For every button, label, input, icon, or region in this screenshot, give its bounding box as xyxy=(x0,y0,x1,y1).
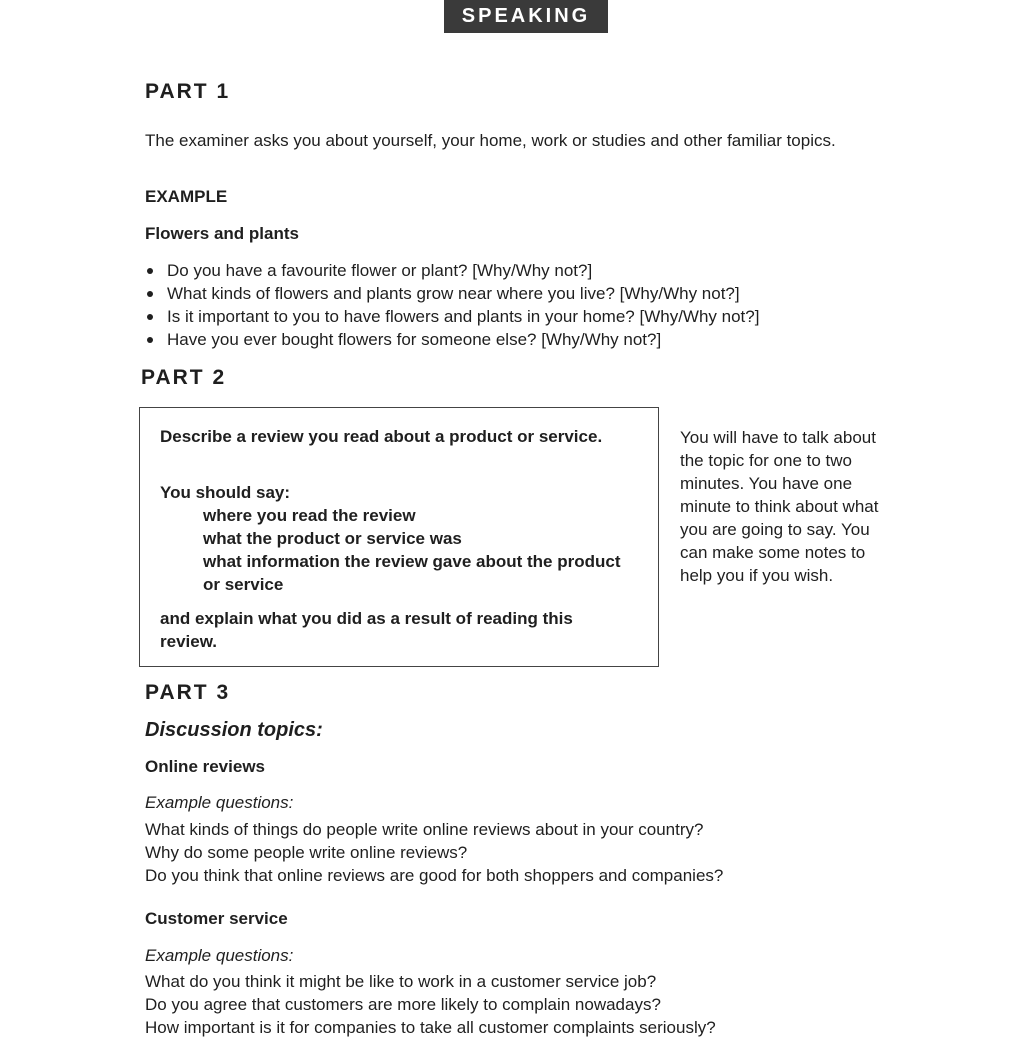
list-item: Do you think that online reviews are good for both shoppers and companies? xyxy=(145,866,724,885)
list-item: Is it important to you to have flowers and plants in your home? [Why/Why not?] xyxy=(145,305,759,328)
list-item: What kinds of flowers and plants grow near where you live? [Why/Why not?] xyxy=(145,282,759,305)
part-2-heading: PART 2 xyxy=(141,366,227,389)
part-1-topic: Flowers and plants xyxy=(145,224,299,243)
list-item: Do you agree that customers are more likely to complain nowadays? xyxy=(145,995,661,1014)
cue-card-title: Describe a review you read about a product or service. xyxy=(160,427,603,446)
online-reviews-questions xyxy=(145,818,723,887)
part-2-instructions: You will have to talk about the topic for one to two minutes. You have one minute to think about what you are going to say. You can make some notes to help you if you wish. xyxy=(680,428,879,585)
cue-card-explain: and explain what you did as a result of reading this review. xyxy=(160,609,573,651)
part-1-intro: The examiner asks you about yourself, your home, work or studies and other familiar topics. xyxy=(145,131,836,150)
part-1-heading: PART 1 xyxy=(145,80,231,103)
example-label: EXAMPLE xyxy=(145,187,228,206)
cue-card-say-label: You should say: xyxy=(160,483,291,502)
cue-point: what information the review gave about the product or service xyxy=(203,552,621,594)
list-item: Why do some people write online reviews? xyxy=(145,843,468,862)
customer-service-questions xyxy=(145,970,716,1039)
part-1-question-list xyxy=(145,259,759,351)
list-item: What do you think it might be like to work in a customer service job? xyxy=(145,972,657,991)
cue-point: where you read the review xyxy=(203,506,416,525)
cue-card xyxy=(139,407,659,667)
list-item: Have you ever bought flowers for someone else? [Why/Why not?] xyxy=(145,328,759,351)
list-item: What kinds of things do people write online reviews about in your country? xyxy=(145,820,704,839)
section-header-speaking: SPEAKING xyxy=(444,0,608,33)
discussion-topics-label: Discussion topics: xyxy=(145,719,323,741)
cue-point: what the product or service was xyxy=(203,529,462,548)
example-questions-label: Example questions: xyxy=(145,793,294,812)
example-questions-label: Example questions: xyxy=(145,946,294,965)
list-item: Do you have a favourite flower or plant? [Why/Why not?] xyxy=(145,259,759,282)
topic-title-customer-service: Customer service xyxy=(145,909,288,928)
part-3-heading: PART 3 xyxy=(145,681,231,704)
cue-card-points xyxy=(203,504,623,596)
topic-title-online-reviews: Online reviews xyxy=(145,757,265,776)
list-item: How important is it for companies to take all customer complaints seriously? xyxy=(145,1018,716,1037)
